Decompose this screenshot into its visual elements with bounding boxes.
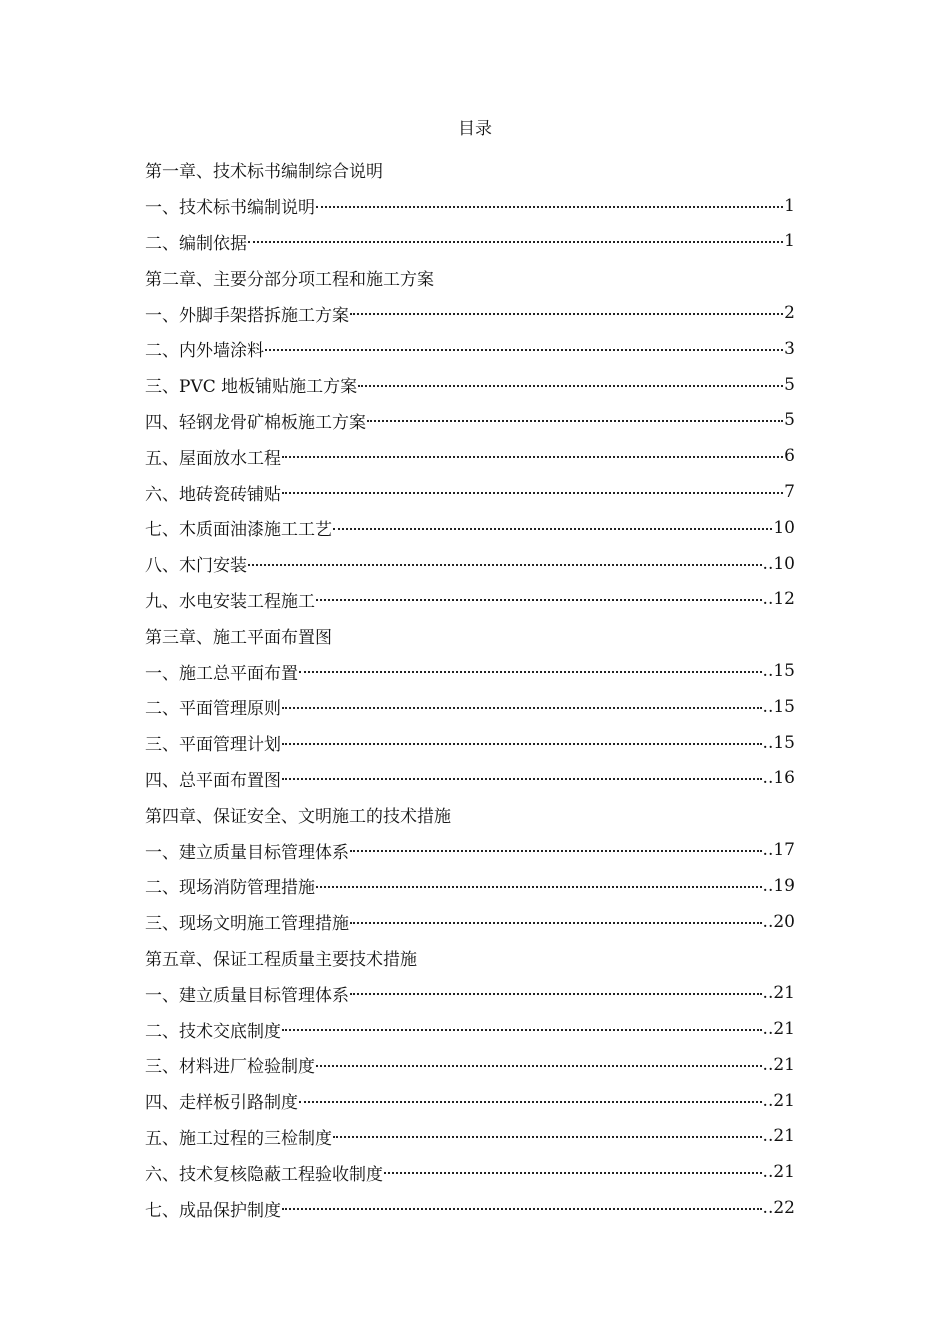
toc-entry	[145, 832, 795, 868]
dot-leader	[316, 206, 783, 208]
toc-page-number: 2	[784, 303, 795, 324]
toc-entry-text: 第一章、技术标书编制综合说明	[145, 162, 383, 183]
toc-entry-text: 八、木门安装	[145, 556, 247, 577]
toc-entry-text: 九、水电安装工程施工	[145, 591, 315, 612]
toc-entry	[145, 403, 795, 439]
toc-chapter-heading	[145, 940, 795, 976]
toc-entry-text: 四、轻钢龙骨矿棉板施工方案	[145, 412, 366, 433]
dot-leader	[316, 886, 762, 888]
toc-entry	[145, 1083, 795, 1119]
toc-page-number: ..21	[762, 1090, 795, 1111]
toc-page-number: 1	[784, 231, 795, 252]
toc-page-number: ..22	[762, 1198, 795, 1218]
toc-title: 目录	[458, 119, 492, 139]
dot-leader	[282, 707, 762, 709]
dot-leader	[282, 492, 783, 494]
toc-chapter-heading	[145, 617, 795, 653]
dot-leader	[350, 313, 783, 315]
toc-entry-text: 四、走样板引路制度	[145, 1093, 298, 1114]
dot-leader	[265, 349, 783, 351]
dot-leader	[282, 456, 783, 458]
toc-entry	[145, 582, 795, 618]
toc-page-number: ..15	[762, 661, 795, 682]
toc-entry	[145, 725, 795, 761]
toc-entry-text: 一、技术标书编制说明	[145, 198, 315, 219]
dot-leader	[333, 1136, 762, 1138]
toc-entry-text: 二、编制依据	[145, 233, 247, 254]
toc-entry	[145, 1190, 795, 1226]
dot-leader	[333, 528, 772, 530]
toc-entry-text: 二、现场消防管理措施	[145, 878, 315, 899]
toc-entry-text: 五、屋面放水工程	[145, 448, 281, 469]
toc-entry	[145, 761, 795, 797]
toc-entry-text: 六、技术复核隐蔽工程验收制度	[145, 1164, 383, 1185]
toc-page-number: ..21	[762, 1019, 795, 1040]
toc-page-number: ..20	[762, 911, 795, 932]
toc-page-number: ..16	[762, 768, 795, 789]
toc-page-number: 5	[784, 374, 795, 395]
toc-entry-text: 第四章、保证安全、文明施工的技术措施	[145, 806, 451, 827]
toc-entry	[145, 689, 795, 725]
dot-leader	[350, 850, 762, 852]
dot-leader	[316, 599, 762, 601]
toc-entry	[145, 474, 795, 510]
toc-entry	[145, 1047, 795, 1083]
toc-entry	[145, 295, 795, 331]
toc-entry-text: 一、外脚手架搭拆施工方案	[145, 305, 349, 326]
dot-leader	[384, 1172, 762, 1174]
toc-entry-text: 三、PVC 地板铺贴施工方案	[145, 377, 358, 398]
dot-leader	[350, 993, 762, 995]
toc-entry-text: 三、现场文明施工管理措施	[145, 914, 349, 935]
toc-entry-text: 二、内外墙涂料	[145, 341, 264, 362]
table-of-contents	[145, 152, 795, 1226]
toc-entry	[145, 868, 795, 904]
toc-entry-text: 二、平面管理原则	[145, 699, 281, 720]
toc-page-number: 10	[773, 517, 795, 538]
toc-entry-text: 第三章、施工平面布置图	[145, 627, 332, 648]
toc-entry	[145, 1119, 795, 1155]
toc-entry	[145, 653, 795, 689]
toc-page-number: ..21	[762, 1126, 795, 1147]
toc-entry	[145, 1011, 795, 1047]
dot-leader	[299, 1101, 762, 1103]
toc-entry	[145, 546, 795, 582]
dot-leader	[282, 1029, 762, 1031]
toc-entry-text: 一、建立质量目标管理体系	[145, 985, 349, 1006]
toc-page-number: ..15	[762, 732, 795, 753]
toc-entry	[145, 1154, 795, 1190]
dot-leader	[282, 743, 762, 745]
toc-entry	[145, 438, 795, 474]
toc-chapter-heading	[145, 152, 795, 188]
dot-leader	[248, 564, 762, 566]
toc-page-number: ..17	[762, 840, 795, 861]
toc-page-number: 1	[784, 195, 795, 216]
toc-entry	[145, 188, 795, 224]
dot-leader	[316, 1065, 762, 1067]
toc-entry	[145, 975, 795, 1011]
toc-page-number: ..10	[762, 553, 795, 574]
toc-entry-text: 四、总平面布置图	[145, 770, 281, 791]
toc-entry-text: 七、木质面油漆施工工艺	[145, 520, 332, 541]
toc-entry-text: 三、材料进厂检验制度	[145, 1057, 315, 1078]
toc-entry	[145, 904, 795, 940]
toc-page-number: 6	[784, 446, 795, 467]
toc-page-number: 7	[784, 482, 795, 503]
toc-entry	[145, 367, 795, 403]
toc-entry-text: 一、施工总平面布置	[145, 663, 298, 684]
toc-page-number: ..21	[762, 1054, 795, 1075]
toc-page-number: ..21	[762, 1162, 795, 1183]
dot-leader	[282, 1208, 762, 1210]
toc-page-number: ..12	[762, 589, 795, 610]
toc-entry-text: 第二章、主要分部分项工程和施工方案	[145, 269, 434, 290]
toc-entry	[145, 224, 795, 260]
toc-chapter-heading	[145, 796, 795, 832]
dot-leader	[248, 241, 783, 243]
toc-entry-text: 五、施工过程的三检制度	[145, 1128, 332, 1149]
toc-chapter-heading	[145, 259, 795, 295]
toc-entry-text: 第五章、保证工程质量主要技术措施	[145, 949, 417, 970]
toc-entry	[145, 331, 795, 367]
toc-entry-text: 七、成品保护制度	[145, 1200, 281, 1221]
toc-entry-text: 一、建立质量目标管理体系	[145, 842, 349, 863]
toc-entry-text: 二、技术交底制度	[145, 1021, 281, 1042]
toc-entry	[145, 510, 795, 546]
toc-page-number: 3	[784, 338, 795, 359]
toc-page-number: ..19	[762, 875, 795, 896]
toc-page-number: ..15	[762, 696, 795, 717]
dot-leader	[350, 922, 762, 924]
toc-entry-text: 六、地砖瓷砖铺贴	[145, 484, 281, 505]
toc-page-number: ..21	[762, 983, 795, 1004]
dot-leader	[358, 385, 783, 387]
toc-entry-text: 三、平面管理计划	[145, 735, 281, 756]
dot-leader	[282, 778, 762, 780]
dot-leader	[367, 420, 783, 422]
toc-page-number: 5	[784, 410, 795, 431]
dot-leader	[299, 671, 762, 673]
